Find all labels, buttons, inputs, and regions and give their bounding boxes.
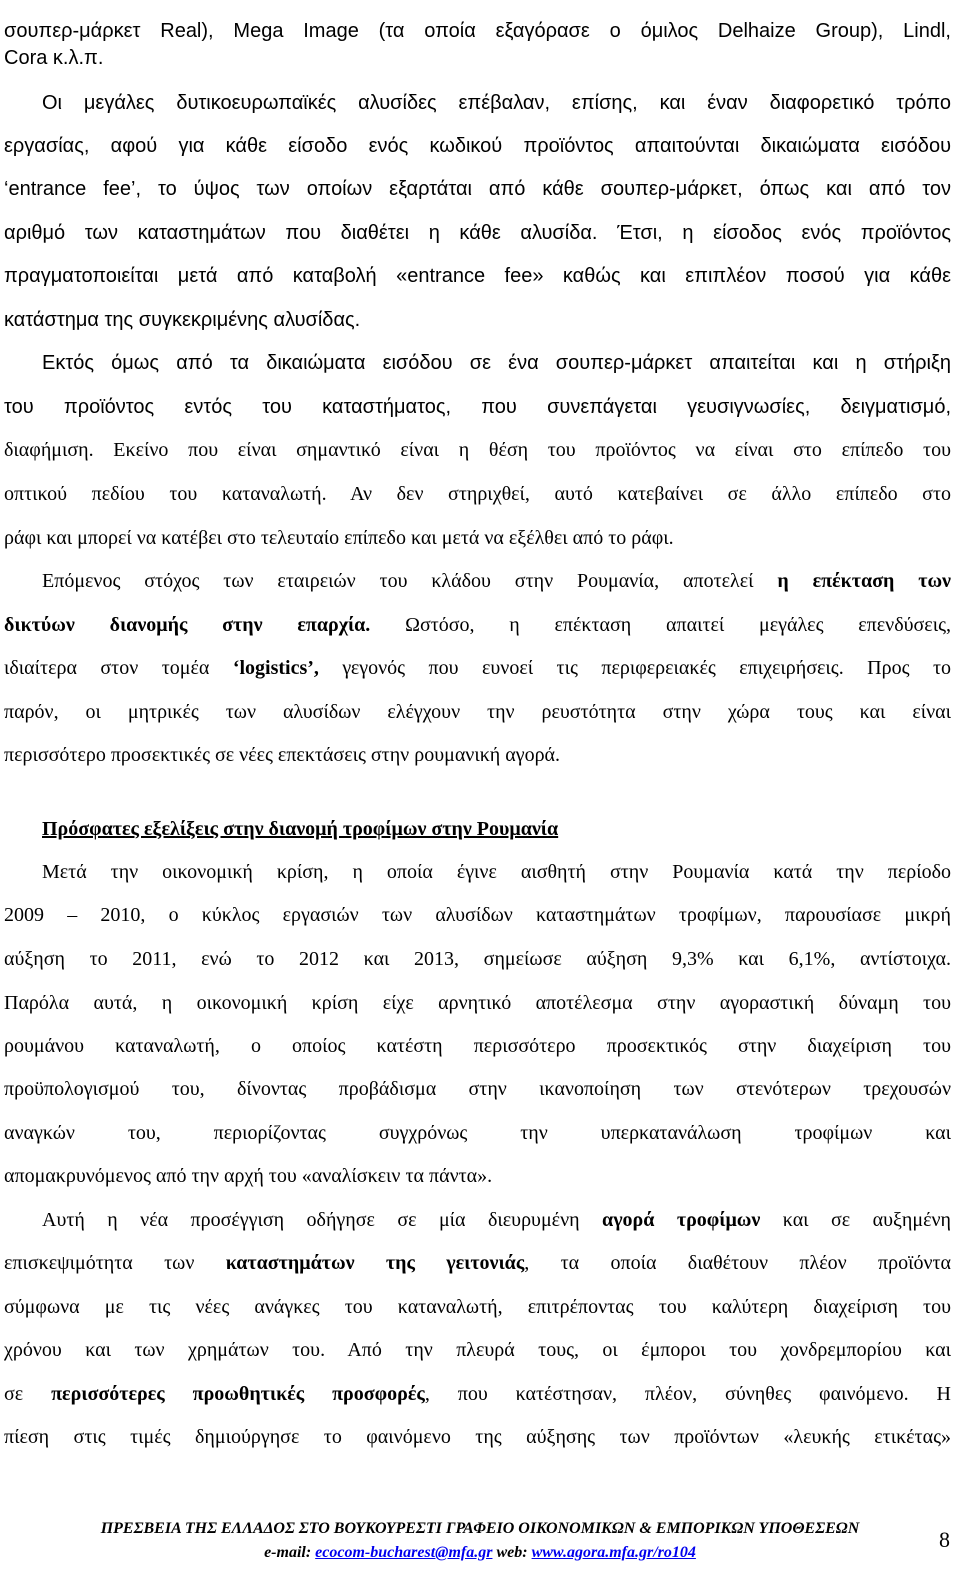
text-line: χρόνου και των χρημάτων του. Από την πλευρά τους, οι έμποροι του χονδρεμπορίου και: [4, 1339, 951, 1361]
text-line: αύξηση το 2011, ενώ το 2012 και 2013, σημείωσε αύξηση 9,3% και 6,1%, αντίστοιχα.: [4, 948, 951, 970]
footer-organization: ΠΡΕΣΒΕΙΑ ΤΗΣ ΕΛΛΑΔΟΣ ΣΤΟ ΒΟΥΚΟΥΡΕΣΤΙ ΓΡΑΦΕΙΟ ΟΙΚΟΝΟΜΙΚΩΝ & ΕΜΠΟΡΙΚΩΝ ΥΠΟΘΕΣΕΩΝ: [100, 1520, 860, 1537]
text-line: σύμφωνα με τις νέες ανάγκες του καταναλωτή, επιτρέποντας του καλύτερη διαχείριση του: [4, 1296, 951, 1318]
text-line: αναγκών του, περιορίζοντας συγχρόνως την υπερκατανάλωση τροφίμων και: [4, 1122, 951, 1144]
text-line: Οι μεγάλες δυτικοευρωπαϊκές αλυσίδες επέβαλαν, επίσης, και έναν διαφορετικό τρόπο: [42, 92, 951, 114]
text-line: σουπερ-μάρκετ Real), Mega Image (τα οποία εξαγόρασε ο όμιλος Delhaize Group), Lindl,: [4, 20, 951, 42]
text-span: ιδιαίτερα στον τομέα: [4, 657, 233, 679]
section-heading: Πρόσφατες εξελίξεις στην διανομή τροφίμων στην Ρουμανία: [42, 818, 559, 840]
text-line: κατάστημα της συγκεκριμένης αλυσίδας.: [4, 309, 361, 331]
text-line: ράφι και μπορεί να κατέβει στο τελευταίο επίπεδο και μετά να εξέλθει από το ράφι.: [4, 527, 674, 549]
text-span: Αυτή η νέα προσέγγιση οδήγησε σε μία διευρυμένη: [42, 1209, 603, 1231]
email-link[interactable]: ecocom-bucharest@mfa.gr: [315, 1544, 493, 1561]
web-label: web:: [492, 1544, 532, 1561]
page-number: 8: [939, 1527, 950, 1552]
text-line: παρόν, οι μητρικές των αλυσίδων ελέγχουν την ρευστότητα στην χώρα τους και είναι: [4, 701, 951, 723]
bold-phrase: ‘logistics’,: [232, 657, 319, 679]
text-line: [4, 1250, 951, 1276]
text-line: Παρόλα αυτά, η οικονομική κρίση είχε αρνητικό αποτέλεσμα στην αγοραστική δύναμη του: [4, 992, 951, 1014]
text-line: προϋπολογισμού του, δίνοντας προβάδισμα στην ικανοποίηση των στενότερων τρεχουσών: [4, 1078, 951, 1100]
text-line: οπτικού πεδίου του καταναλωτή. Αν δεν στηριχθεί, αυτό κατεβαίνει σε άλλο επίπεδο στο: [4, 483, 951, 505]
text-line: [42, 568, 951, 594]
bold-phrase: περισσότερες προωθητικές προσφορές: [51, 1383, 425, 1405]
text-line: εργασίας, αφού για κάθε είσοδο ενός κωδικού προϊόντος απαιτούνται δικαιώματα εισόδου: [4, 135, 951, 157]
text-line: [4, 655, 951, 681]
text-line: Cora κ.λ.π.: [4, 47, 104, 69]
text-line: ρουμάνου καταναλωτή, ο οποίος κατέστη περισσότερο προσεκτικός στην διαχείριση του: [4, 1035, 951, 1057]
bold-phrase: δικτύων διανομής στην επαρχία.: [4, 614, 371, 636]
text-line: διαφήμιση. Εκείνο που είναι σημαντικό είναι η θέση του προϊόντος να είναι στο επίπεδο του: [4, 439, 951, 461]
text-line: του προϊόντος εντός του καταστήματος, που συνεπάγεται γευσιγνωσίες, δειγματισμό,: [4, 396, 951, 418]
email-label: e-mail:: [264, 1544, 316, 1561]
text-span: και σε αυξημένη: [760, 1209, 951, 1231]
text-span: σε: [4, 1383, 52, 1405]
text-line: πίεση στις τιμές δημιούργησε το φαινόμενο της αύξησης των προϊόντων «λευκής ετικέτας»: [4, 1426, 951, 1448]
text-line: [4, 612, 951, 638]
text-line: [4, 1381, 951, 1407]
web-link[interactable]: www.agora.mfa.gr/ro104: [531, 1544, 696, 1561]
text-line: Εκτός όμως από τα δικαιώματα εισόδου σε ένα σουπερ-μάρκετ απαιτείται και η στήριξη: [42, 352, 951, 374]
footer-contact: [0, 1544, 960, 1566]
text-line: Μετά την οικονομική κρίση, η οποία έγινε αισθητή στην Ρουμανία κατά την περίοδο: [42, 861, 951, 883]
text-line: [42, 1207, 951, 1233]
text-line: ‘entrance fee’, το ύψος των οποίων εξαρτάται από κάθε σουπερ-μάρκετ, όπως και από τον: [4, 178, 951, 200]
text-line: αριθμό των καταστημάτων που διαθέτει η κάθε αλυσίδα. Έτσι, η είσοδος ενός προϊόντος: [4, 222, 951, 244]
text-line: 2009 – 2010, ο κύκλος εργασιών των αλυσίδων καταστημάτων τροφίμων, παρουσίασε μικρή: [4, 904, 951, 926]
text-line: περισσότερο προσεκτικές σε νέες επεκτάσεις στην ρουμανική αγορά.: [4, 744, 561, 766]
text-span: επισκεψιμότητα των: [4, 1252, 226, 1274]
bold-phrase: καταστημάτων της γειτονιάς: [225, 1252, 525, 1274]
text-line: απομακρυνόμενος από την αρχή του «αναλίσκειν τα πάντα».: [4, 1165, 493, 1187]
text-span: γεγονός που ευνοεί τις περιφερειακές επιχειρήσεις. Προς το: [318, 657, 951, 679]
bold-phrase: η επέκταση των: [777, 570, 951, 592]
text-span: , τα οποία διαθέτουν πλέον προϊόντα: [524, 1252, 951, 1274]
bold-phrase: αγορά τροφίμων: [602, 1209, 761, 1231]
text-span: Επόμενος στόχος των εταιρειών του κλάδου στην Ρουμανία, αποτελεί: [42, 570, 778, 592]
text-span: , που κατέστησαν, πλέον, σύνηθες φαινόμενο. Η: [424, 1383, 951, 1405]
text-line: πραγματοποιείται μετά από καταβολή «entrance fee» καθώς και επιπλέον ποσού για κάθε: [4, 265, 951, 287]
text-span: Ωστόσο, η επέκταση απαιτεί μεγάλες επενδύσεις,: [370, 614, 951, 636]
